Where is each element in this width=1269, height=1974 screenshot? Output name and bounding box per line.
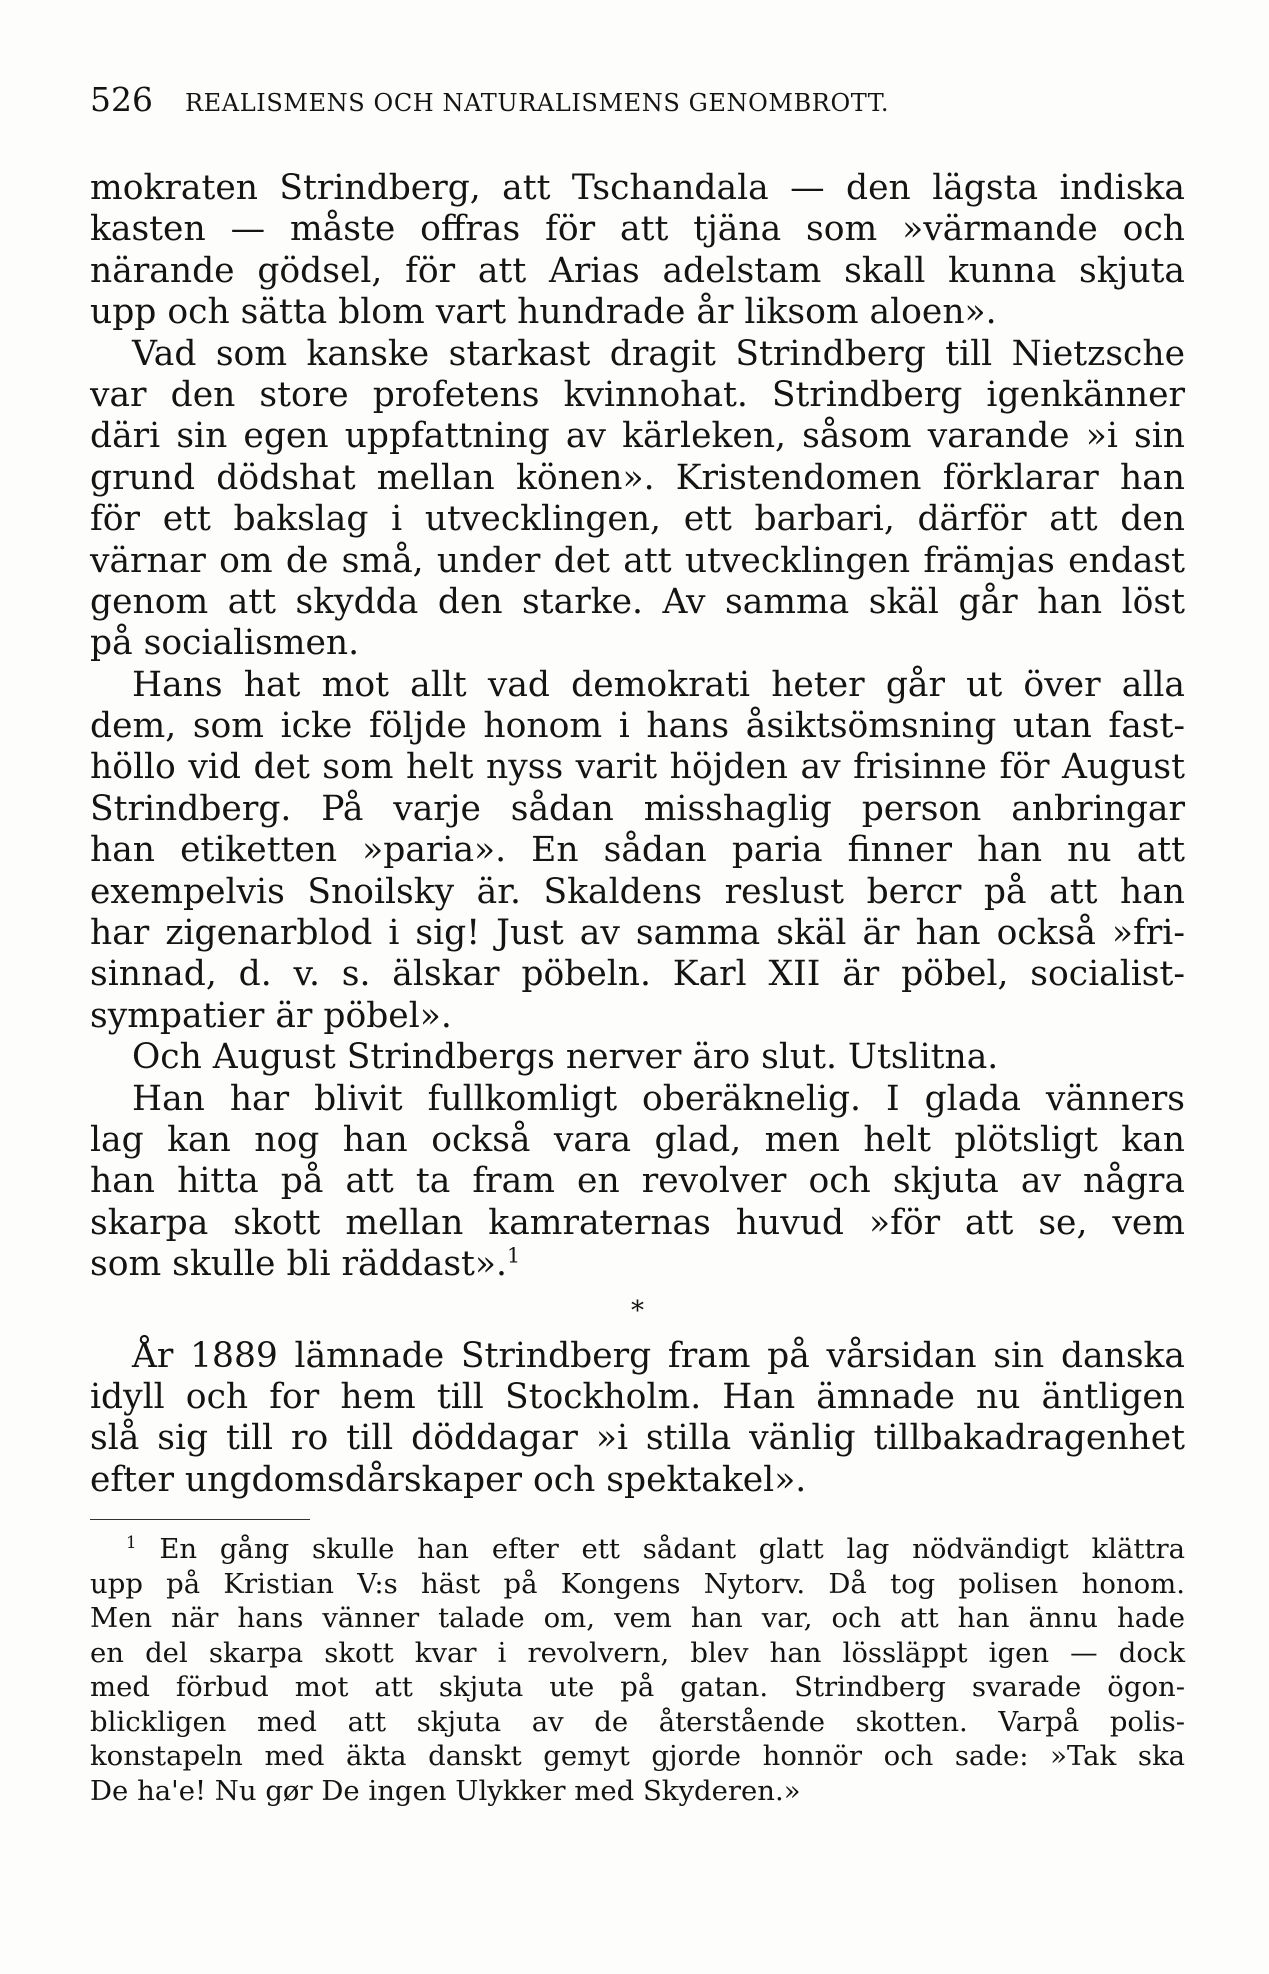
text-line: slå sig till ro till döddagar »i stilla vänlig tillbakadragenhet <box>90 1418 1185 1459</box>
footnote <box>90 1532 1185 1808</box>
text-line: År 1889 lämnade Strindberg fram på vårsidan sin danska <box>132 1335 1185 1376</box>
footnote-line: De ha'e! Nu gør De ingen Ulykker med Skyderen.» <box>90 1774 801 1807</box>
text-line: för ett bakslag i utvecklingen, ett barbari, därför att den <box>90 499 1185 540</box>
footnote-line: upp på Kristian V:s häst på Kongens Nytorv. Då tog polisen honom. <box>90 1567 1185 1600</box>
text-line: skarpa skott mellan kamraternas huvud »för att se, vem <box>90 1202 1185 1243</box>
footnote-line: med förbud mot att skjuta ute på gatan. Strindberg svarade ögon- <box>90 1671 1185 1704</box>
text-line: kasten — måste offras för att tjäna som »värmande och <box>90 209 1185 250</box>
footnote-line: en del skarpa skott kvar i revolvern, blev han lössläppt igen — dock <box>90 1636 1185 1669</box>
footnote-line <box>90 1532 1185 1567</box>
footnote-number: 1 <box>126 1532 137 1552</box>
text-line-content: som skulle bli räddast». <box>90 1244 507 1285</box>
footnote-reference: 1 <box>507 1243 521 1268</box>
text-line: exempelvis Snoilsky är. Skaldens reslust bercr på att han <box>90 871 1185 912</box>
footnote-line: blickligen med att skjuta av de återstående skotten. Varpå polis- <box>90 1705 1185 1738</box>
section-divider-asterisk: * <box>631 1295 644 1326</box>
text-line: Och August Strindbergs nerver äro slut. Utslitna. <box>132 1037 999 1078</box>
text-line: han hitta på att ta fram en revolver och skjuta av några <box>90 1161 1185 1202</box>
text-line: värnar om de små, under det att utvecklingen främjas endast <box>90 540 1185 581</box>
text-line <box>90 1244 1185 1285</box>
text-line: sympatier är pöbel». <box>90 995 452 1036</box>
text-line: var den store profetens kvinnohat. Strindberg igenkänner <box>90 374 1185 415</box>
footnote-line: Men när hans vänner talade om, vem han var, och att han ännu hade <box>90 1602 1185 1635</box>
body-text <box>90 168 1185 1501</box>
page-header <box>90 80 1185 126</box>
text-line: Strindberg. På varje sådan misshaglig person anbringar <box>90 788 1185 829</box>
text-line: han etiketten »paria». En sådan paria finner han nu att <box>90 830 1185 871</box>
text-line: sinnad, d. v. s. älskar pöbeln. Karl XII är pöbel, socialist- <box>90 954 1185 995</box>
text-line: mokraten Strindberg, att Tschandala — den lägsta indiska <box>90 168 1185 208</box>
text-line: Hans hat mot allt vad demokrati heter går ut över alla <box>132 664 1185 705</box>
text-line: på socialismen. <box>90 623 360 664</box>
footnote-line: konstapeln med äkta danskt gemyt gjorde honnör och sade: »Tak ska <box>90 1740 1185 1773</box>
text-line: lag kan nog han också vara glad, men helt plötsligt kan <box>90 1119 1185 1160</box>
text-line: höllo vid det som helt nyss varit höjden av frisinne för August <box>90 747 1185 788</box>
text-line: idyll och for hem till Stockholm. Han ämnade nu äntligen <box>90 1376 1185 1417</box>
page-number: 526 <box>90 80 153 119</box>
text-line: genom att skydda den starke. Av samma skäl går han löst <box>90 581 1185 622</box>
text-line: har zigenarblod i sig! Just av samma skäl är han också »fri- <box>90 913 1185 954</box>
text-line: Han har blivit fullkomligt oberäknelig. I glada vänners <box>132 1078 1185 1119</box>
book-page <box>90 80 1185 1808</box>
text-line: Vad som kanske starkast dragit Strindberg till Nietzsche <box>132 333 1185 374</box>
footnote-rule <box>90 1519 310 1520</box>
text-line: grund dödshat mellan könen». Kristendomen förklarar han <box>90 457 1185 498</box>
text-line: dem, som icke följde honom i hans åsiktsömsning utan fast- <box>90 706 1185 747</box>
running-title: REALISMENS OCH NATURALISMENS GENOMBROTT. <box>185 89 890 117</box>
text-line: upp och sätta blom vart hundrade år liksom aloen». <box>90 292 997 333</box>
footnote-line-content: En gång skulle han efter ett sådant glatt lag nödvändigt klättra <box>159 1533 1185 1566</box>
text-line: däri sin egen uppfattning av kärleken, såsom varande »i sin <box>90 416 1185 457</box>
text-line: efter ungdomsdårskaper och spektakel». <box>90 1459 807 1500</box>
text-line: närande gödsel, för att Arias adelstam skall kunna skjuta <box>90 250 1185 291</box>
